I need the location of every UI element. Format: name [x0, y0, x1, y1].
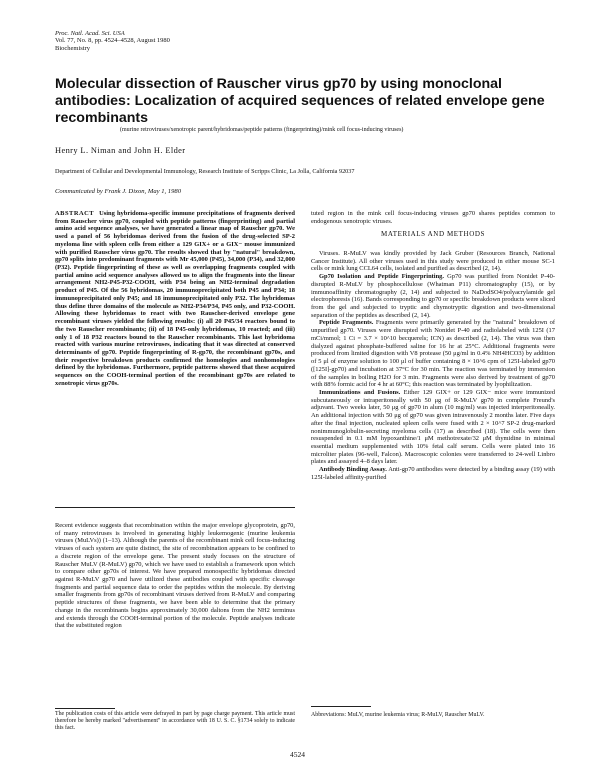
- right-top-text: tuted region in the mink cell focus-inducing viruses gp70 shares peptides common to endogenous xenotropic viruses.: [311, 210, 555, 225]
- methods-heading: MATERIALS AND METHODS: [381, 230, 485, 239]
- methods-body: [311, 250, 555, 482]
- abstract-divider: [55, 507, 295, 508]
- journal-name: Proc. Natl. Acad. Sci. USA: [55, 30, 125, 37]
- methods-text: Fragments were primarily generated by the "natural" breakdown of unpurified gp70. Viruses were disrupted with Nonidet P-40 and radiolabeled with 125I (17 mCi/mmol; 1 Ci = 3.7 × 10^10 becquerels; ICN) as described (2, 14). The virus was then dialyzed against phosphate-buffered saline for 16 hr at 25°C. Additional fragments were produced from limited digestion with V8 protease (50 μg/ml in 0.4% NH4HCO3) by addition of 5 μl of enzyme solution to 100 μl of buffer containing 8 × 10^6 cpm of 125I-labeled gp70 ([125I]-gp70) and incubation at 37°C for 30 min. The reaction was terminated by immersion of the samples in boiling H2O for 3 min. Fragments were also derived by treatment of gp70 with 88% formic acid for 4 hr at 60°C; this reaction was terminated by lyophilization.: [311, 319, 555, 389]
- journal-section: Biochemistry: [55, 44, 91, 52]
- methods-subheading: Gp70 Isolation and Peptide Fingerprinting.: [319, 273, 444, 281]
- methods-paragraph: [311, 273, 555, 319]
- methods-subheading: Peptide Fragments.: [319, 319, 374, 327]
- authors: Henry L. Niman and John H. Elder: [55, 146, 186, 155]
- cost-footnote: The publication costs of this article were defrayed in part by page charge payment. This article must therefore be hereby marked "advertisement" in accordance with 18 U. S. C. §1734 solely to indicate this fact.: [55, 711, 295, 731]
- methods-subheading: Antibody Binding Assay.: [319, 466, 387, 474]
- journal-header: [55, 30, 170, 52]
- introduction: [55, 522, 295, 630]
- methods-paragraph: [311, 389, 555, 466]
- abbreviations: Abbreviations: MuLV, murine leukemia virus; R-MuLV, Rauscher MuLV.: [311, 712, 485, 718]
- article-title: Molecular dissection of Rauscher virus gp70 by using monoclonal antibodies: Localization of acquired sequences of related envelope gene recombinants: [55, 76, 545, 126]
- intro-text: Recent evidence suggests that recombination within the major envelope glycoprotein, gp70, of many retroviruses is involved in generating highly leukemogenic (murine leukemia viruses (MuLVs)) (1–13). Although the parents of the recombinant mink cell focus-inducing viruses of each system are quite distinct, the site of recombination appears to be confined to a discrete region of the envelope gene. The present study focuses on the structure of Rauscher MuLV (R-MuLV) gp70, which we have used to establish a framework upon which to compare other gp70s of interest. We have prepared monospecific hybridomas directed against R-MuLV gp70 and have utilized these antibodies coupled with specific cleavage fragments and partial sequence data to order the peptides within the molecule. By deriving smaller fragments from gp70s of recombinant viruses derived from R-MuLV and comparing peptide structures of these fragments, we have been able to determine that the primary change in the recombinants begins approximately 30,000 daltons from the NH2 terminus and extends through the COOH-terminal portion of the molecule. Peptide analyses indicate that the substituted region: [55, 522, 295, 630]
- communicated-by: Communicated by Frank J. Dixon, May 1, 1980: [55, 188, 181, 195]
- methods-paragraph: [311, 319, 555, 388]
- abbreviations-divider: [311, 706, 371, 707]
- abstract-label: ABSTRACT: [55, 210, 95, 217]
- page-number: 4524: [290, 750, 305, 759]
- methods-paragraph: [311, 250, 555, 273]
- journal-volume: Vol. 77, No. 8, pp. 4524–4528, August 1980: [55, 37, 170, 45]
- abstract-text: Using hybridoma-specific immune precipitations of fragments derived from Rauscher virus gp70, coupled with peptide patterns (fingerprinting) and partial amino acid sequence analyses, we have generated a linear map of Rauscher gp70. We used a panel of 56 hybridomas derived from the fusion of the drug-selected SP-2 myeloma line with spleen cells from either a 129 GIX+ or a GIX− mouse immunized with purified Rauscher virus gp70. The results showed that by "natural" breakdown, gp70 splits into predominant fragments with Mr 45,000 (P45), 34,000 (P34), and 32,000 (P32). Peptide fingerprinting of these as well as overlapping fragments coupled with partial amino acid sequence analyses allowed us to align the fragments into the linear arrangement NH2-P45-P32-COOH, with P34 being an NH2-terminal degradation product of P45. Of the 56 hybridomas, 20 immunoprecipitated both P45 and P34; 18 immunoprecipitated only P45; and 18 immunoprecipitated only P32. The hybridomas thus define three domains of the molecule as NH2-P34/P34, P45 only, and P32-COOH. Allowing these hybridomas to react with two Rauscher-derived envelope gene recombinant viruses yielded the following results: (i) all 20 P45/34 reactors bound to the two Rauscher recombinants; (ii) of 18 P45-only hybridomas, 10 reacted; and (iii) only 1 of 18 P32 reactors bound to the Rauscher recombinants. This last hybridoma reacted with various murine retroviruses, indicating that it was directed at conserved determinants of gp70. Peptide fingerprinting of R-gp70, the recombinant gp70s, and their respective breakdown products confirmed the homologies and nonhomologies defined by the hybridomas. Furthermore, peptide patterns showed that these acquired sequences on the COOH-terminal portion of the recombinant gp70s are related to xenotropic virus gp70s.: [55, 210, 295, 387]
- methods-text: Anti-gp70 antibodies were detected by a binding assay (19) with 125I-labeled affinity-purified: [311, 466, 555, 481]
- affiliation: Department of Cellular and Developmental Immunology, Research Institute of Scripps Clinic, La Jolla, California 92037: [55, 168, 355, 175]
- right-column-top: [311, 210, 555, 244]
- methods-subheading: Immunizations and Fusions.: [319, 388, 401, 396]
- keywords: (murine retroviruses/xenotropic parent/hybridomas/peptide patterns (fingerprinting)/mink cell focus-inducing viruses): [120, 127, 404, 133]
- abstract: [55, 210, 295, 388]
- methods-text: Gp70 was purified from Nonidet P-40-disrupted R-MuLV by phosphocellulose (Whatman P11) chromatography (15), or by immunoaffinity chromatography (2, 14) and subjected to NaDodSO4/polyacrylamide gel electrophoresis (16). Bands corresponding to gp70 or specific breakdown products were sliced from the gel and subjected to tryptic and chymotryptic digestion and two-dimensional separation of the peptides as described (2, 14).: [311, 273, 555, 319]
- footnote-divider: [55, 708, 115, 709]
- methods-text: Viruses. R-MuLV was kindly provided by Jack Gruber (Resources Branch, National Cancer Institute). All other viruses used in this study were produced in either mouse SC-1 cells or mink lung CCL64 cells, isolated and purified as described (2, 14).: [311, 250, 555, 273]
- methods-paragraph: [311, 466, 555, 481]
- methods-text: Either 129 GIX+ or 129 GIX− mice were immunized subcutaneously or intraperitoneally with 50 μg of R-MuLV gp70 in complete Freund's adjuvant. Two weeks later, 50 μg of gp70 in alum (10 mg/ml) was injected interperitoneally. An additional injection with 50 μg of gp70 was given intravenously 2 months later. Five days after the final injection, nucleated spleen cells were fused with 2 × 10^7 SP-2 drug-marked nonimmunoglobulin-secreting myeloma cells (17) as described (18). The cells were then resuspended in 0.1 mM hypoxanthine/1 μM methotrexate/32 μM thymidine in minimal essential medium supplemented with 10% fetal calf serum. Cells were plated into 16 microliter plates (96-well, Falcon). Macroscopic colonies were transferred to 24-well Linbro plates and assayed 4–8 days later.: [311, 388, 556, 466]
